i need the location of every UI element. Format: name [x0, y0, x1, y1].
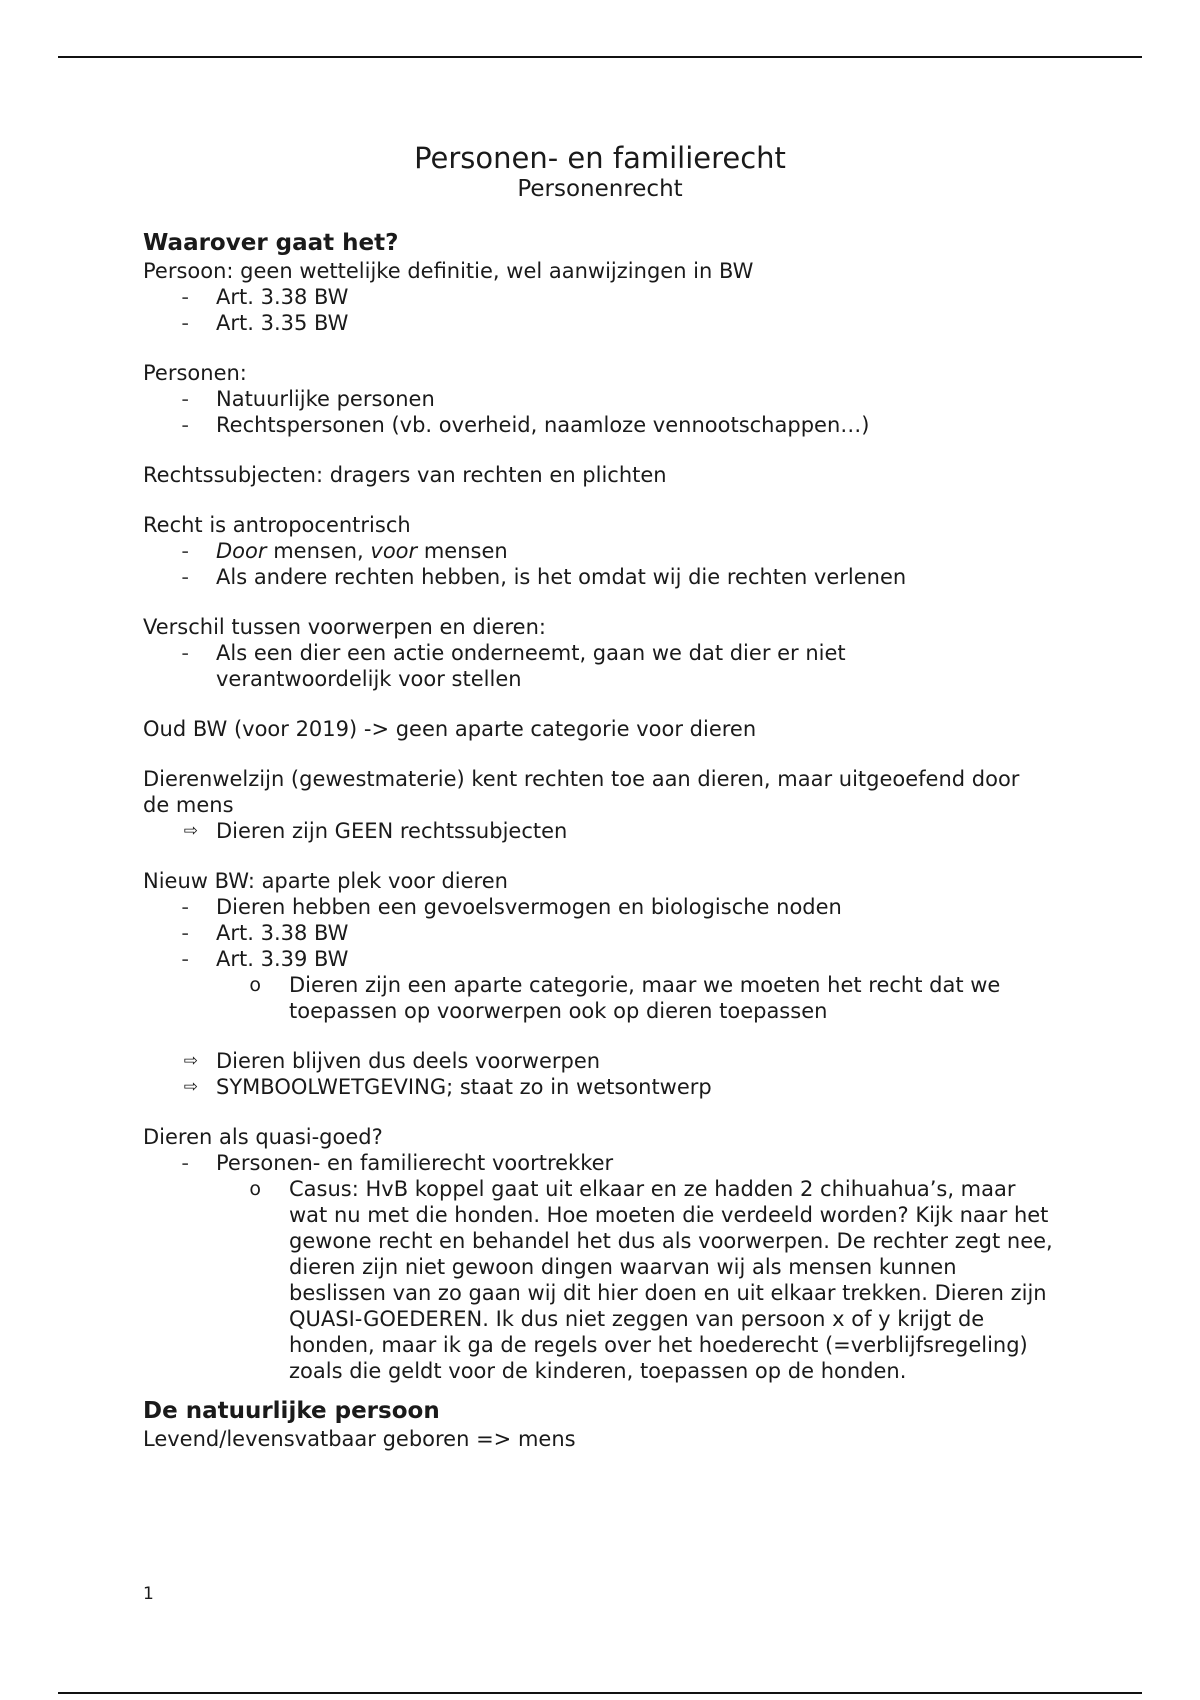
section-heading: Waarover gaat het?	[143, 230, 399, 256]
dash-marker: -	[181, 311, 189, 335]
list-item: ⇨ Dieren zijn GEEN rechtssubjecten	[143, 818, 1063, 844]
dash-marker: -	[181, 413, 189, 437]
sub-list-item: o Casus: HvB koppel gaat uit elkaar en ze hadden 2 chihuahua’s, maar wat nu met die honden. Hoe moeten die verdeeld worden? Kijk naar het gewone recht en behandel het dus als voorwerpen. De rechter zegt nee, dieren zijn niet gewoon dingen waarvan wij als mensen kunnen beslissen van zo gaan wij dit hier doen en uit elkaar trekken. Dieren zijn QUASI-GOEDEREN. Ik dus niet zeggen van persoon x of y krijgt de honden, maar ik ga de regels over het hoederecht (=verblijfsregeling) zoals die geldt voor de kinderen, toepassen op de honden.	[143, 1176, 1063, 1384]
circle-marker: o	[249, 974, 261, 996]
arrow-icon: ⇨	[183, 821, 198, 841]
paragraph: Personen:	[143, 361, 247, 385]
list-item: ⇨ Dieren blijven dus deels voorwerpen	[143, 1048, 1063, 1074]
arrow-icon: ⇨	[183, 1077, 198, 1097]
list-item: - Dieren hebben een gevoelsvermogen en biologische noden	[143, 894, 1063, 920]
bottom-rule	[58, 1692, 1142, 1694]
list-item: ⇨ SYMBOOLWETGEVING; staat zo in wetsontwerp	[143, 1074, 1063, 1100]
top-rule	[58, 56, 1142, 58]
list-item: - Door mensen, voor mensen	[143, 538, 1063, 564]
bullet-list	[143, 640, 1063, 692]
bullet-list	[143, 1150, 1063, 1384]
dash-marker: -	[181, 921, 189, 945]
arrow-list	[143, 1048, 1063, 1100]
dash-marker: -	[181, 895, 189, 919]
document-title: Personen- en familierecht	[414, 141, 786, 175]
dash-marker: -	[181, 1151, 189, 1175]
arrow-list	[143, 818, 1063, 844]
list-item: - Art. 3.35 BW	[143, 310, 1063, 336]
list-item: - Als een dier een actie onderneemt, gaan we dat dier er niet verantwoordelijk voor stellen	[143, 640, 1063, 692]
dash-marker: -	[181, 641, 189, 665]
dash-marker: -	[181, 387, 189, 411]
bullet-list	[143, 894, 1063, 1024]
paragraph: Verschil tussen voorwerpen en dieren:	[143, 615, 546, 639]
paragraph: Levend/levensvatbaar geboren => mens	[143, 1427, 576, 1451]
list-item: - Art. 3.39 BW	[143, 946, 1063, 972]
arrow-icon: ⇨	[183, 1051, 198, 1071]
list-item: - Als andere rechten hebben, is het omdat wij die rechten verlenen	[143, 564, 1063, 590]
paragraph: Dieren als quasi-goed?	[143, 1125, 383, 1149]
list-item: - Art. 3.38 BW	[143, 920, 1063, 946]
dash-marker: -	[181, 539, 189, 563]
paragraph: Oud BW (voor 2019) -> geen aparte categorie voor dieren	[143, 717, 757, 741]
paragraph: Rechtssubjecten: dragers van rechten en plichten	[143, 463, 667, 487]
bullet-list	[143, 538, 1063, 590]
dash-marker: -	[181, 285, 189, 309]
paragraph: Dierenwelzijn (gewestmaterie) kent rechten toe aan dieren, maar uitgeoefend door de mens	[143, 767, 1020, 817]
dash-marker: -	[181, 947, 189, 971]
bullet-list	[143, 386, 1063, 438]
document-body	[143, 228, 1063, 1452]
page-number: 1	[143, 1584, 154, 1604]
document-subtitle: Personenrecht	[517, 176, 683, 202]
dash-marker: -	[181, 565, 189, 589]
bullet-list	[143, 284, 1063, 336]
sub-list-item: o Dieren zijn een aparte categorie, maar we moeten het recht dat we toepassen op voorwerpen ook op dieren toepassen	[143, 972, 1063, 1024]
circle-marker: o	[249, 1178, 261, 1200]
list-item: - Art. 3.38 BW	[143, 284, 1063, 310]
list-item: - Personen- en familierecht voortrekker	[143, 1150, 1063, 1176]
list-item: - Rechtspersonen (vb. overheid, naamloze vennootschappen…)	[143, 412, 1063, 438]
paragraph: Nieuw BW: aparte plek voor dieren	[143, 869, 508, 893]
section-heading: De natuurlijke persoon	[143, 1398, 440, 1424]
paragraph: Persoon: geen wettelijke definitie, wel aanwijzingen in BW	[143, 259, 754, 283]
list-item: - Natuurlijke personen	[143, 386, 1063, 412]
paragraph: Recht is antropocentrisch	[143, 513, 411, 537]
